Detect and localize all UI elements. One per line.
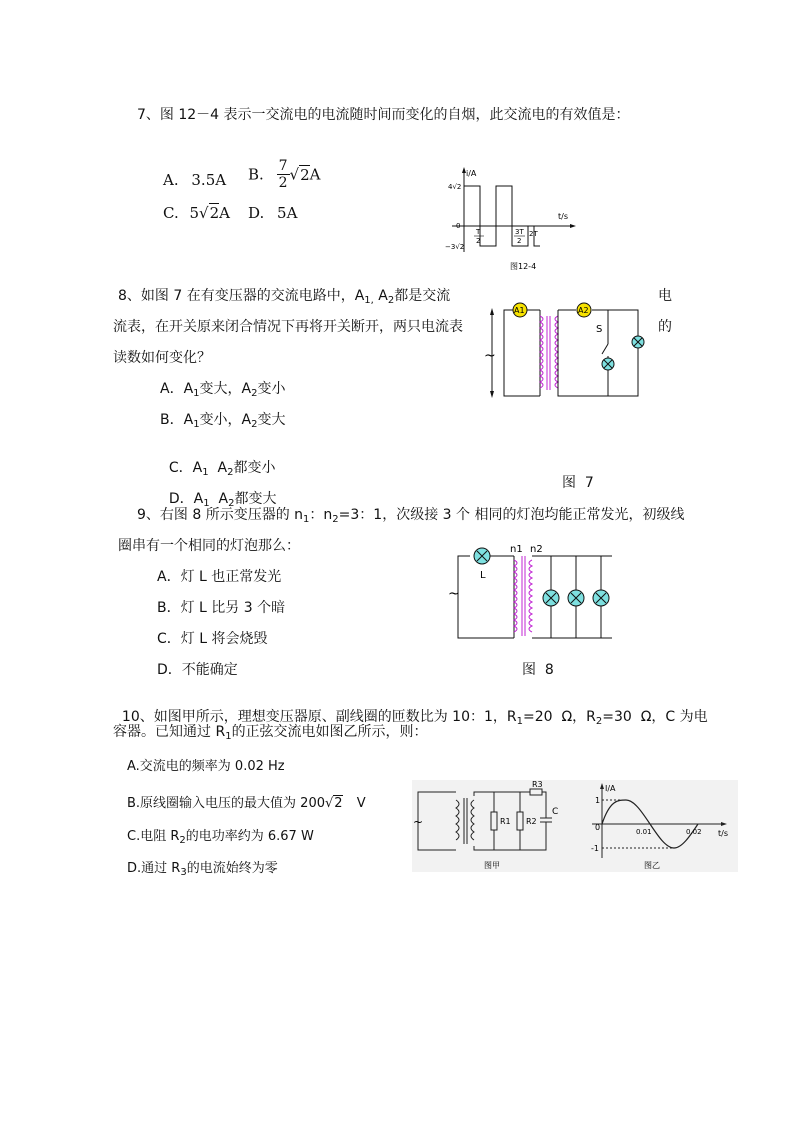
q8-option-a xyxy=(160,378,285,399)
subscript: 1 xyxy=(193,388,200,399)
graph-xlabel: t/s xyxy=(558,212,568,221)
figure-jia-caption: 图甲 xyxy=(484,861,500,870)
unit: A xyxy=(309,165,321,184)
text: =3：1，次级接 3 个 相同的灯泡均能正常发光，初级线 xyxy=(338,507,685,523)
q8-option-b xyxy=(160,409,286,430)
subscript: 1 xyxy=(203,498,210,509)
text: =30 Ω，C 为电 xyxy=(602,709,708,725)
q9-option-b: B．灯 L 比另 3 个暗 xyxy=(157,600,286,616)
c-label: C xyxy=(552,807,559,817)
text: 变大 xyxy=(257,412,286,428)
sqrt-radicand: 2 xyxy=(209,204,220,222)
q7-option-a xyxy=(163,171,226,189)
q8-line2: 流表，在开关原来闭合情况下再将开关断开，两只电流表 xyxy=(113,319,463,335)
graph-xlabel: t/s xyxy=(718,829,728,838)
q10-option-c: C.电阻 $R_2$的电功率约为 6.67 W xyxy=(127,829,314,846)
text: 的电功率约为 6.67 W xyxy=(185,829,314,844)
unit: A xyxy=(219,204,230,222)
tick-3t-d: 2 xyxy=(517,237,522,245)
q10-option-a: A.交流电的频率为 0.02 Hz xyxy=(127,759,285,774)
graph-yneg: -1 xyxy=(591,844,599,853)
text: C.电阻 R xyxy=(127,829,180,844)
figure-7-caption: 图 7 xyxy=(562,475,594,491)
graph-t1: 0.01 xyxy=(636,828,652,836)
q9-line2: 圈串有一个相同的灯泡那么： xyxy=(118,538,300,554)
tick-half-d: 2 xyxy=(476,237,481,245)
q7-option-a-value: 3.5A xyxy=(191,171,227,189)
text: 变小，A xyxy=(199,412,252,428)
q7-option-b: B. $\frac{7}{2}$ √2A xyxy=(248,158,321,191)
q9-option-a: A．灯 L 也正常发光 xyxy=(157,569,282,585)
subscript: 1 xyxy=(193,419,200,430)
subscript: 2 xyxy=(251,419,258,430)
q7-stem: 7、图 12－4 表示一交流电的电流随时间而变化的自烟，此交流电的有效值是： xyxy=(137,107,630,123)
figure-7-transformer-circuit xyxy=(480,296,650,402)
q7-option-d-value: 5A xyxy=(277,204,298,222)
graph-t2: 0.02 xyxy=(686,828,702,836)
ammeter-a2-label: A2 xyxy=(578,306,589,315)
source-symbol: ~ xyxy=(448,586,460,602)
q8-line2-right: 的 xyxy=(658,319,672,335)
graph-y1: 1 xyxy=(595,796,601,805)
graph-ylabel: I/A xyxy=(605,784,616,793)
graph-ylabel: i/A xyxy=(466,169,477,178)
text: A．A xyxy=(160,381,194,397)
q7-option-b-fraction xyxy=(277,159,290,190)
text: 的电流始终为零 xyxy=(186,861,278,876)
q9-line1: 9、右图 8 所示变压器的 $n_1$：$n_2=3$：1，次级接 3 个 相同的灯泡均能正常发光，初级线 xyxy=(137,507,685,525)
text: 10、如图甲所示，理想变压器原、副线圈的匝数比为 10：1，R xyxy=(121,709,517,725)
graph-yneg: −3√2 xyxy=(445,243,465,251)
q7-option-b-label: B. xyxy=(248,165,264,184)
source-symbol: ~ xyxy=(484,348,496,364)
q7-option-a-label: A. xyxy=(163,171,179,189)
text: 9、右图 8 所示变压器的 n xyxy=(137,507,304,523)
r1-label: R1 xyxy=(500,817,511,826)
sqrt-radicand: 2 xyxy=(334,796,343,811)
text: 都变小 xyxy=(233,460,276,476)
switch-label: S xyxy=(596,324,603,335)
text: 都是交流 xyxy=(394,288,451,304)
q7-option-c-label: C. xyxy=(163,204,179,222)
subscript: 2 xyxy=(251,388,258,399)
q10-option-d: D.通过 $R_3$的电流始终为零 xyxy=(127,861,278,878)
q10-figures xyxy=(412,780,738,872)
graph-ypos: 4√2 xyxy=(448,183,462,191)
tick-3t-n: 3T xyxy=(515,228,524,236)
lamp-l-label: L xyxy=(480,570,486,581)
n2-label: n2 xyxy=(530,544,543,555)
subscript: 1 xyxy=(202,467,209,478)
graph-yzero: 0 xyxy=(595,823,601,832)
q9-option-c: C．灯 L 将会烧毁 xyxy=(157,631,268,647)
subscript: 2 xyxy=(228,498,235,509)
text: D．A xyxy=(168,491,204,507)
q7-option-d xyxy=(248,204,297,222)
text: D.通过 R xyxy=(127,861,181,876)
n1-label: n1 xyxy=(510,544,523,555)
text: B．A xyxy=(160,412,194,428)
text: A xyxy=(208,460,228,476)
graph-yzero: 0 xyxy=(456,222,461,230)
r2-label: R2 xyxy=(526,817,537,826)
text: C．A xyxy=(168,460,203,476)
figure-8-caption: 图 8 xyxy=(522,662,554,678)
source-symbol: ~ xyxy=(413,815,424,829)
text: 的正弦交流电如图乙所示，则： xyxy=(231,724,428,740)
text: 8、如图 7 在有变压器的交流电路中，A xyxy=(118,288,365,304)
fraction-numerator: 7 xyxy=(278,158,288,174)
q7-option-c: C. 5√2A xyxy=(163,204,230,222)
unit: V xyxy=(356,796,366,811)
text: A xyxy=(378,288,388,304)
text: ：n xyxy=(309,507,333,523)
q8-line1-right: 电 xyxy=(658,288,672,304)
fraction-denominator: 2 xyxy=(278,175,288,191)
q10-line2: 容器。已知通过 $R_1$的正弦交流电如图乙所示，则： xyxy=(113,724,428,742)
q8-line3: 读数如何变化？ xyxy=(113,350,211,366)
figure-yi-caption: 图乙 xyxy=(644,861,660,870)
figure-caption: 图12-4 xyxy=(510,262,537,271)
text: =20 Ω，R xyxy=(523,709,596,725)
q8-line1: 8、如图 7 在有变压器的交流电路中，$A_{1,}$ $A_2$都是交流 xyxy=(118,288,451,306)
text: B.原线圈输入电压的最大值为 200 xyxy=(127,796,325,811)
tick-2t: 2T xyxy=(529,230,538,238)
figure-12-4-current-graph xyxy=(428,164,588,276)
sqrt-radicand: 2 xyxy=(300,165,310,184)
figure-8-transformer-circuit xyxy=(446,540,616,644)
r3-label: R3 xyxy=(532,780,543,789)
q10-line1: 10、如图甲所示，理想变压器原、副线圈的匝数比为 10：1，$R_1=20$ Ω，$R_2=30$ Ω，C 为电 xyxy=(121,709,708,727)
ammeter-a1-label: A1 xyxy=(514,306,525,315)
coefficient: 5 xyxy=(189,204,200,222)
q7-option-d-label: D. xyxy=(248,204,265,222)
tick-half-n: T xyxy=(476,228,481,236)
subscript: 2 xyxy=(227,467,234,478)
q10-option-b: B.原线圈输入电压的最大值为 200√2 V xyxy=(127,796,366,811)
text: 容器。已知通过 R xyxy=(113,724,226,740)
text: A xyxy=(209,491,229,507)
text: 都变大 xyxy=(234,491,277,507)
text: 变小 xyxy=(257,381,286,397)
q9-option-d: D．不能确定 xyxy=(157,662,238,678)
text: 变大，A xyxy=(199,381,252,397)
